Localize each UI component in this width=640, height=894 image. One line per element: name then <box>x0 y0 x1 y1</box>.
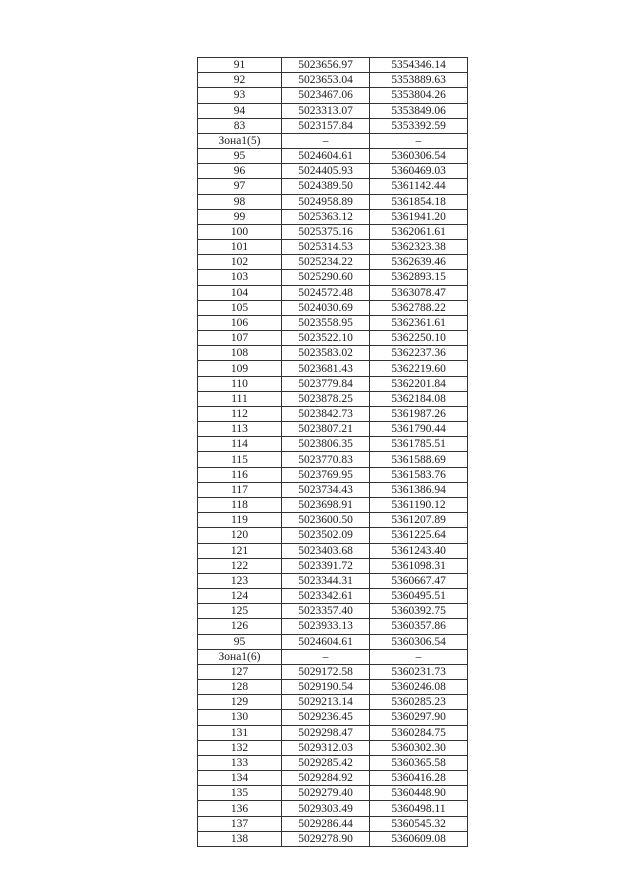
x-coordinate-cell: 5029278.90 <box>282 831 370 846</box>
x-coordinate-cell: 5029172.58 <box>282 664 370 679</box>
x-coordinate-cell: 5024604.61 <box>282 634 370 649</box>
table-row <box>198 361 468 376</box>
y-coordinate-cell: 5360297.90 <box>370 710 468 725</box>
point-number-cell: 128 <box>198 680 282 695</box>
y-coordinate-cell: 5361583.76 <box>370 467 468 482</box>
table-row <box>198 831 468 846</box>
x-coordinate-cell: 5023656.97 <box>282 58 370 73</box>
table-row <box>198 558 468 573</box>
table-row <box>198 786 468 801</box>
x-coordinate-cell: 5023522.10 <box>282 331 370 346</box>
y-coordinate-cell: 5361207.89 <box>370 513 468 528</box>
x-coordinate-cell: 5024030.69 <box>282 300 370 315</box>
point-number-cell: 110 <box>198 376 282 391</box>
y-coordinate-cell: 5360306.54 <box>370 634 468 649</box>
y-coordinate-cell: 5353392.59 <box>370 118 468 133</box>
x-coordinate-cell: – <box>282 649 370 664</box>
y-coordinate-cell: 5361190.12 <box>370 497 468 512</box>
y-coordinate-cell: 5361386.94 <box>370 482 468 497</box>
zone-header-row <box>198 649 468 664</box>
y-coordinate-cell: 5361785.51 <box>370 437 468 452</box>
point-number-cell: 134 <box>198 771 282 786</box>
table-row <box>198 528 468 543</box>
point-number-cell: 130 <box>198 710 282 725</box>
table-row <box>198 771 468 786</box>
table-row <box>198 725 468 740</box>
table-row <box>198 118 468 133</box>
table-row <box>198 240 468 255</box>
x-coordinate-cell: 5023600.50 <box>282 513 370 528</box>
y-coordinate-cell: 5360495.51 <box>370 589 468 604</box>
point-number-cell: 115 <box>198 452 282 467</box>
point-number-cell: 112 <box>198 406 282 421</box>
point-number-cell: 100 <box>198 224 282 239</box>
y-coordinate-cell: – <box>370 649 468 664</box>
x-coordinate-cell: 5024604.61 <box>282 149 370 164</box>
x-coordinate-cell: 5023653.04 <box>282 73 370 88</box>
y-coordinate-cell: 5360365.58 <box>370 755 468 770</box>
point-number-cell: 96 <box>198 164 282 179</box>
table-row <box>198 437 468 452</box>
x-coordinate-cell: 5025375.16 <box>282 224 370 239</box>
table-row <box>198 482 468 497</box>
table-row <box>198 346 468 361</box>
point-number-cell: 93 <box>198 88 282 103</box>
x-coordinate-cell: 5023403.68 <box>282 543 370 558</box>
table-row <box>198 331 468 346</box>
table-row <box>198 391 468 406</box>
x-coordinate-cell: 5029279.40 <box>282 786 370 801</box>
y-coordinate-cell: 5362061.61 <box>370 224 468 239</box>
table-row <box>198 497 468 512</box>
y-coordinate-cell: 5360306.54 <box>370 149 468 164</box>
zone-header-row <box>198 133 468 148</box>
x-coordinate-cell: 5025290.60 <box>282 270 370 285</box>
point-number-cell: 102 <box>198 255 282 270</box>
point-number-cell: 137 <box>198 816 282 831</box>
y-coordinate-cell: 5360231.73 <box>370 664 468 679</box>
table-row <box>198 467 468 482</box>
y-coordinate-cell: 5360357.86 <box>370 619 468 634</box>
x-coordinate-cell: 5029236.45 <box>282 710 370 725</box>
x-coordinate-cell: 5023698.91 <box>282 497 370 512</box>
x-coordinate-cell: 5023344.31 <box>282 573 370 588</box>
point-number-cell: 126 <box>198 619 282 634</box>
table-row <box>198 164 468 179</box>
table-row <box>198 619 468 634</box>
y-coordinate-cell: 5362323.38 <box>370 240 468 255</box>
x-coordinate-cell: 5023681.43 <box>282 361 370 376</box>
y-coordinate-cell: 5361243.40 <box>370 543 468 558</box>
y-coordinate-cell: 5362788.22 <box>370 300 468 315</box>
y-coordinate-cell: 5360469.03 <box>370 164 468 179</box>
table-row <box>198 300 468 315</box>
x-coordinate-cell: 5029286.44 <box>282 816 370 831</box>
y-coordinate-cell: 5361142.44 <box>370 179 468 194</box>
x-coordinate-cell: 5029303.49 <box>282 801 370 816</box>
table-row <box>198 209 468 224</box>
table-row <box>198 710 468 725</box>
table-row <box>198 604 468 619</box>
point-number-cell: 120 <box>198 528 282 543</box>
y-coordinate-cell: 5363078.47 <box>370 285 468 300</box>
table-row <box>198 406 468 421</box>
point-number-cell: 101 <box>198 240 282 255</box>
table-row <box>198 270 468 285</box>
table-row <box>198 315 468 330</box>
point-number-cell: 122 <box>198 558 282 573</box>
table-row <box>198 589 468 604</box>
y-coordinate-cell: 5362639.46 <box>370 255 468 270</box>
y-coordinate-cell: 5362361.61 <box>370 315 468 330</box>
coordinates-table-body <box>198 58 468 847</box>
table-row <box>198 816 468 831</box>
x-coordinate-cell: 5025363.12 <box>282 209 370 224</box>
point-number-cell: 83 <box>198 118 282 133</box>
x-coordinate-cell: 5029213.14 <box>282 695 370 710</box>
y-coordinate-cell: 5361225.64 <box>370 528 468 543</box>
x-coordinate-cell: 5023769.95 <box>282 467 370 482</box>
y-coordinate-cell: 5361854.18 <box>370 194 468 209</box>
y-coordinate-cell: 5361098.31 <box>370 558 468 573</box>
x-coordinate-cell: 5024389.50 <box>282 179 370 194</box>
point-number-cell: 125 <box>198 604 282 619</box>
x-coordinate-cell: 5023770.83 <box>282 452 370 467</box>
y-coordinate-cell: 5360246.08 <box>370 680 468 695</box>
table-row <box>198 58 468 73</box>
table-row <box>198 285 468 300</box>
point-number-cell: 118 <box>198 497 282 512</box>
point-number-cell: 114 <box>198 437 282 452</box>
table-row <box>198 740 468 755</box>
y-coordinate-cell: 5360609.08 <box>370 831 468 846</box>
point-number-cell: 97 <box>198 179 282 194</box>
table-row <box>198 452 468 467</box>
y-coordinate-cell: 5360545.32 <box>370 816 468 831</box>
y-coordinate-cell: 5362237.36 <box>370 346 468 361</box>
point-number-cell: 104 <box>198 285 282 300</box>
x-coordinate-cell: 5024958.89 <box>282 194 370 209</box>
y-coordinate-cell: 5362250.10 <box>370 331 468 346</box>
x-coordinate-cell: – <box>282 133 370 148</box>
x-coordinate-cell: 5024405.93 <box>282 164 370 179</box>
table-row <box>198 194 468 209</box>
point-number-cell: 109 <box>198 361 282 376</box>
y-coordinate-cell: 5361790.44 <box>370 422 468 437</box>
y-coordinate-cell: 5360285.23 <box>370 695 468 710</box>
point-number-cell: 99 <box>198 209 282 224</box>
table-row <box>198 543 468 558</box>
point-number-cell: 123 <box>198 573 282 588</box>
x-coordinate-cell: 5025234.22 <box>282 255 370 270</box>
x-coordinate-cell: 5029285.42 <box>282 755 370 770</box>
y-coordinate-cell: 5362219.60 <box>370 361 468 376</box>
x-coordinate-cell: 5023878.25 <box>282 391 370 406</box>
x-coordinate-cell: 5023933.13 <box>282 619 370 634</box>
coordinates-table <box>197 57 468 847</box>
y-coordinate-cell: 5361987.26 <box>370 406 468 421</box>
table-row <box>198 224 468 239</box>
point-number-cell: 136 <box>198 801 282 816</box>
y-coordinate-cell: 5362201.84 <box>370 376 468 391</box>
y-coordinate-cell: 5360284.75 <box>370 725 468 740</box>
table-row <box>198 88 468 103</box>
table-row <box>198 680 468 695</box>
y-coordinate-cell: 5362893.15 <box>370 270 468 285</box>
point-number-cell: 127 <box>198 664 282 679</box>
point-number-cell: 121 <box>198 543 282 558</box>
x-coordinate-cell: 5023842.73 <box>282 406 370 421</box>
point-number-cell: 119 <box>198 513 282 528</box>
table-row <box>198 664 468 679</box>
point-number-cell: 105 <box>198 300 282 315</box>
point-number-cell: 108 <box>198 346 282 361</box>
x-coordinate-cell: 5025314.53 <box>282 240 370 255</box>
point-number-cell: 94 <box>198 103 282 118</box>
point-number-cell: 92 <box>198 73 282 88</box>
x-coordinate-cell: 5023558.95 <box>282 315 370 330</box>
x-coordinate-cell: 5024572.48 <box>282 285 370 300</box>
x-coordinate-cell: 5023502.09 <box>282 528 370 543</box>
x-coordinate-cell: 5029190.54 <box>282 680 370 695</box>
x-coordinate-cell: 5023157.84 <box>282 118 370 133</box>
x-coordinate-cell: 5023342.61 <box>282 589 370 604</box>
table-row <box>198 755 468 770</box>
x-coordinate-cell: 5023467.06 <box>282 88 370 103</box>
table-row <box>198 695 468 710</box>
x-coordinate-cell: 5023779.84 <box>282 376 370 391</box>
point-number-cell: 91 <box>198 58 282 73</box>
table-row <box>198 179 468 194</box>
point-number-cell: 117 <box>198 482 282 497</box>
point-number-cell: Зона1(6) <box>198 649 282 664</box>
y-coordinate-cell: – <box>370 133 468 148</box>
table-row <box>198 634 468 649</box>
y-coordinate-cell: 5353849.06 <box>370 103 468 118</box>
x-coordinate-cell: 5023807.21 <box>282 422 370 437</box>
x-coordinate-cell: 5023583.02 <box>282 346 370 361</box>
table-row <box>198 376 468 391</box>
y-coordinate-cell: 5361941.20 <box>370 209 468 224</box>
table-row <box>198 422 468 437</box>
point-number-cell: 116 <box>198 467 282 482</box>
y-coordinate-cell: 5360392.75 <box>370 604 468 619</box>
point-number-cell: 129 <box>198 695 282 710</box>
point-number-cell: Зона1(5) <box>198 133 282 148</box>
table-row <box>198 255 468 270</box>
point-number-cell: 95 <box>198 149 282 164</box>
point-number-cell: 98 <box>198 194 282 209</box>
y-coordinate-cell: 5353889.63 <box>370 73 468 88</box>
point-number-cell: 111 <box>198 391 282 406</box>
point-number-cell: 124 <box>198 589 282 604</box>
x-coordinate-cell: 5023806.35 <box>282 437 370 452</box>
table-row <box>198 573 468 588</box>
x-coordinate-cell: 5029312.03 <box>282 740 370 755</box>
point-number-cell: 95 <box>198 634 282 649</box>
table-row <box>198 801 468 816</box>
x-coordinate-cell: 5023313.07 <box>282 103 370 118</box>
y-coordinate-cell: 5353804.26 <box>370 88 468 103</box>
y-coordinate-cell: 5354346.14 <box>370 58 468 73</box>
y-coordinate-cell: 5361588.69 <box>370 452 468 467</box>
x-coordinate-cell: 5023357.40 <box>282 604 370 619</box>
y-coordinate-cell: 5360498.11 <box>370 801 468 816</box>
x-coordinate-cell: 5023391.72 <box>282 558 370 573</box>
point-number-cell: 107 <box>198 331 282 346</box>
point-number-cell: 138 <box>198 831 282 846</box>
x-coordinate-cell: 5029284.92 <box>282 771 370 786</box>
point-number-cell: 131 <box>198 725 282 740</box>
y-coordinate-cell: 5360448.90 <box>370 786 468 801</box>
point-number-cell: 133 <box>198 755 282 770</box>
table-row <box>198 73 468 88</box>
y-coordinate-cell: 5360416.28 <box>370 771 468 786</box>
table-row <box>198 149 468 164</box>
point-number-cell: 103 <box>198 270 282 285</box>
table-row <box>198 103 468 118</box>
y-coordinate-cell: 5360667.47 <box>370 573 468 588</box>
point-number-cell: 113 <box>198 422 282 437</box>
point-number-cell: 106 <box>198 315 282 330</box>
y-coordinate-cell: 5360302.30 <box>370 740 468 755</box>
point-number-cell: 135 <box>198 786 282 801</box>
x-coordinate-cell: 5023734.43 <box>282 482 370 497</box>
x-coordinate-cell: 5029298.47 <box>282 725 370 740</box>
point-number-cell: 132 <box>198 740 282 755</box>
table-row <box>198 513 468 528</box>
y-coordinate-cell: 5362184.08 <box>370 391 468 406</box>
